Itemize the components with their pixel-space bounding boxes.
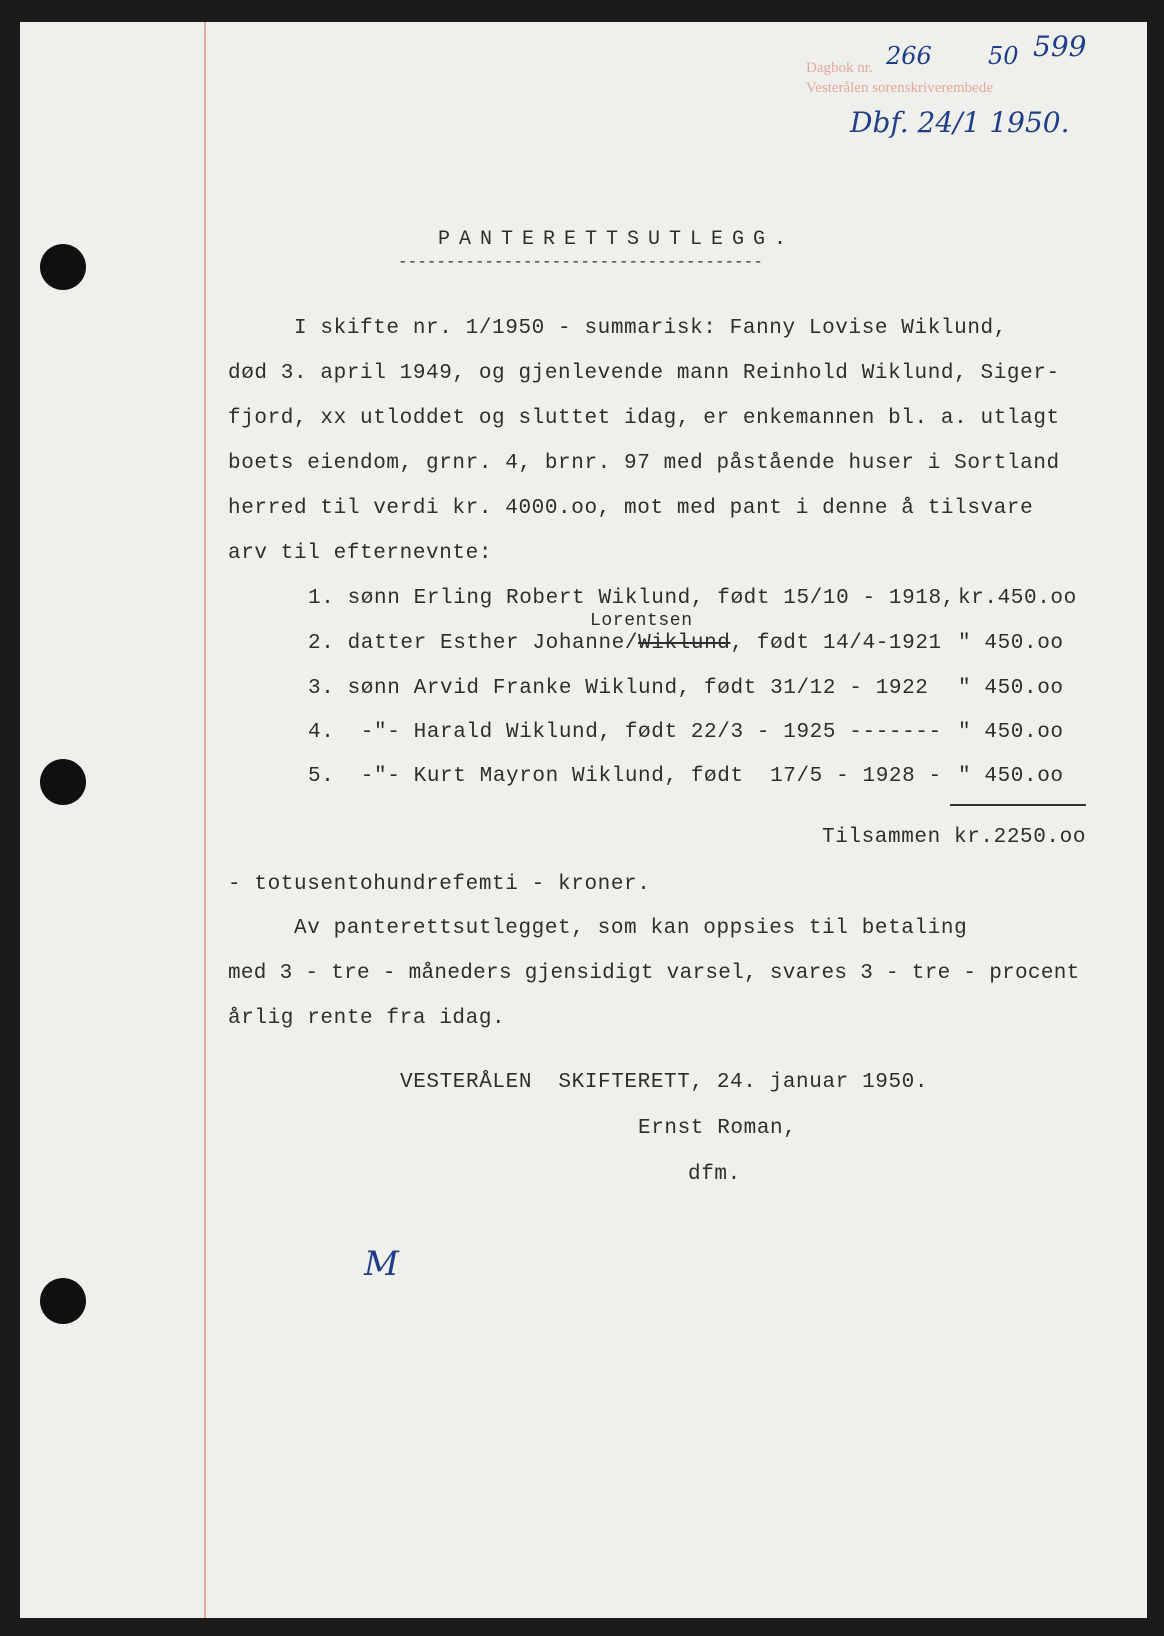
amount-in-words: - totusentohundrefemti - kroner. (228, 873, 651, 896)
signer-name: Ernst Roman, (638, 1117, 797, 1140)
heir-entry: 3. sønn Arvid Franke Wiklund, født 31/12 - 1922 (308, 677, 929, 700)
heir-entry: 1. sønn Erling Robert Wiklund, født 15/10 - 1918, (308, 587, 955, 610)
dagbok-number: 266 (886, 42, 932, 70)
date-note: Dbf. 24/1 1950. (850, 106, 1070, 139)
initials: M (364, 1244, 399, 1284)
punch-hole (40, 759, 86, 805)
paragraph-line: med 3 - tre - måneders gjensidigt varsel, svares 3 - tre - procent (228, 962, 1080, 985)
stamp-line1: Dagbok nr. (806, 60, 873, 76)
signer-title: dfm. (688, 1163, 741, 1186)
paragraph-line: fjord, xx utloddet og sluttet idag, er enkemannen bl. a. utlagt (228, 407, 1060, 430)
paragraph-line: boets eiendom, grnr. 4, brnr. 97 med påstående huser i Sortland (228, 452, 1060, 475)
sum-rule (950, 804, 1086, 806)
punch-hole (40, 1278, 86, 1324)
heir-entry: 5. -"- Kurt Mayron Wiklund, født 17/5 - 1928 - (308, 765, 942, 788)
paragraph-line: årlig rente fra idag. (228, 1007, 506, 1030)
paragraph-line: arv til efternevnte: (228, 542, 493, 565)
punch-hole (40, 244, 86, 290)
total-line: Tilsammen kr.2250.oo (822, 826, 1087, 849)
stamp-line2: Vesterålen sorenskriverembede (806, 80, 994, 96)
paragraph-line: herred til verdi kr. 4000.oo, mot med pant i denne å tilsvare (228, 497, 1034, 520)
heir-amount: kr.450.oo (958, 587, 1077, 610)
document-page (20, 22, 1147, 1618)
heir-amount: " 450.oo (958, 765, 1064, 788)
heir-amount: " 450.oo (958, 677, 1064, 700)
heir-amount: " 450.oo (958, 721, 1064, 744)
insertion-text: Lorentsen (590, 611, 693, 631)
court-line: VESTERÅLEN SKIFTERETT, 24. januar 1950. (400, 1071, 929, 1094)
page-number: 599 (1033, 30, 1087, 63)
title-underline: -------------------------------------- (398, 253, 763, 271)
heir-entry: 2. datter Esther Johanne/Wiklund, født 14/4-1921 (308, 632, 942, 655)
paragraph-line: Av panterettsutlegget, som kan oppsies til betaling (228, 917, 968, 940)
struck-text: Wiklund (638, 632, 731, 655)
heir-entry: 4. -"- Harald Wiklund, født 22/3 - 1925 ------- (308, 721, 942, 744)
heir-amount: " 450.oo (958, 632, 1064, 655)
paragraph-line: I skifte nr. 1/1950 - summarisk: Fanny Lovise Wiklund, (228, 317, 1007, 340)
paragraph-line: død 3. april 1949, og gjenlevende mann Reinhold Wiklund, Siger- (228, 362, 1060, 385)
margin-line (204, 22, 206, 1618)
document-title: PANTERETTSUTLEGG. (438, 228, 796, 251)
dagbok-year: 50 (988, 42, 1019, 70)
